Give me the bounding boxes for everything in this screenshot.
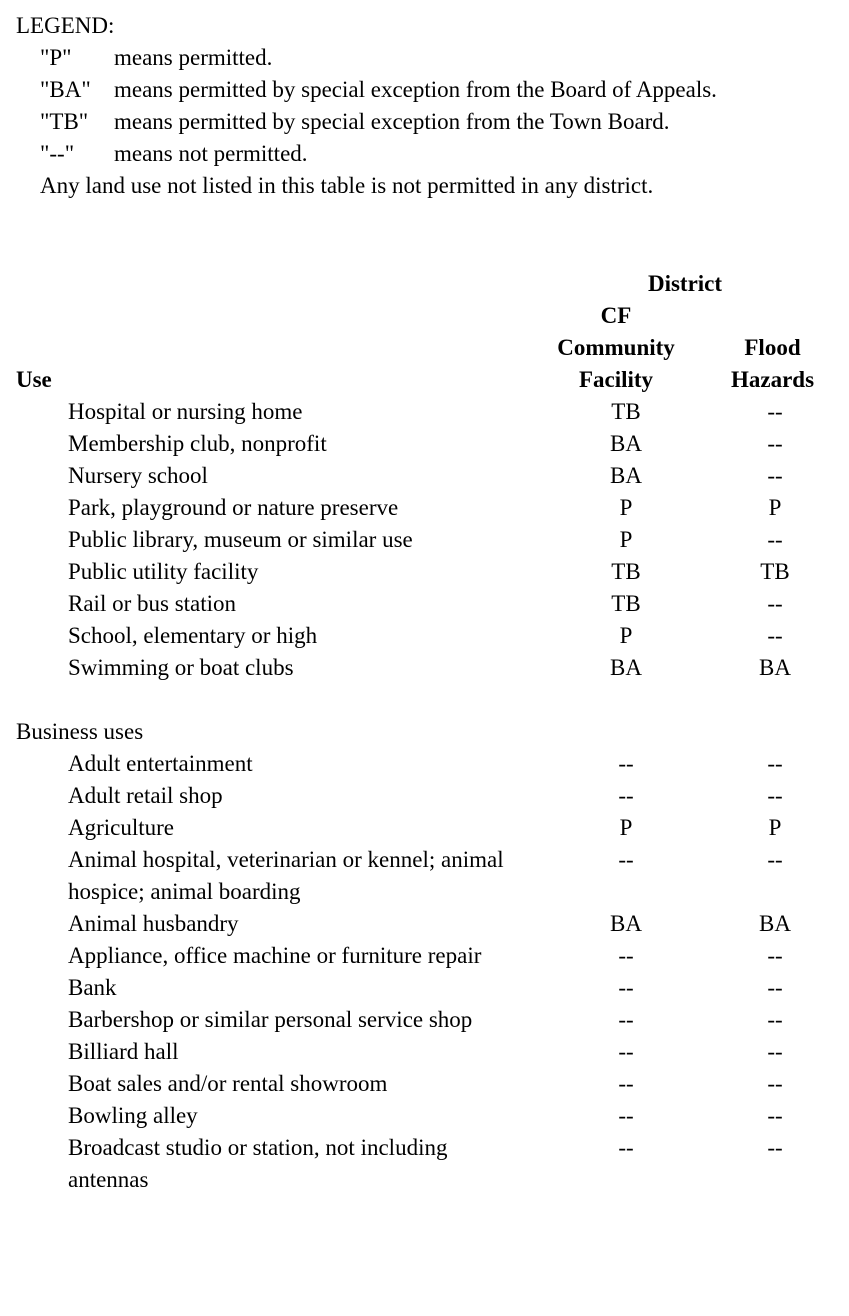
- table-body: [0, 396, 849, 1196]
- flood-header-line: Hazards: [730, 367, 815, 392]
- flood-cell: --: [767, 623, 783, 648]
- flood-cell: --: [767, 751, 783, 776]
- use-cell: Rail or bus station: [68, 591, 237, 616]
- use-cell: Bowling alley: [68, 1103, 198, 1128]
- table-row: [0, 1132, 849, 1196]
- use-cell: Boat sales and/or rental showroom: [68, 1071, 388, 1096]
- cf-cell: P: [619, 527, 633, 552]
- cf-cell: --: [618, 1007, 634, 1032]
- table-row: [0, 1004, 849, 1036]
- legend: [16, 10, 836, 202]
- cf-header-line: CF: [600, 303, 632, 328]
- table-row: [0, 588, 849, 620]
- legend-text: means not permitted.: [114, 141, 308, 166]
- cf-column-header: [536, 300, 696, 396]
- cf-cell: BA: [610, 431, 642, 456]
- cf-cell: --: [618, 1103, 634, 1128]
- cf-cell: P: [619, 495, 633, 520]
- flood-column-header: [700, 332, 845, 396]
- flood-cell: --: [767, 591, 783, 616]
- flood-cell: --: [767, 1103, 783, 1128]
- legend-item-p: [16, 42, 836, 74]
- flood-cell: TB: [760, 559, 790, 584]
- use-cell: Adult retail shop: [68, 783, 223, 808]
- flood-cell: --: [767, 527, 783, 552]
- table-row: [0, 844, 849, 908]
- use-cell: Barbershop or similar personal service shop: [68, 1007, 473, 1032]
- section-heading-row: [0, 716, 849, 748]
- flood-cell: --: [767, 463, 783, 488]
- cf-cell: --: [618, 1039, 634, 1064]
- section-heading: Business uses: [16, 719, 144, 744]
- table-row: [0, 524, 849, 556]
- flood-cell: --: [767, 943, 783, 968]
- cf-header-line: Community: [557, 335, 675, 360]
- cf-cell: --: [618, 975, 634, 1000]
- table-row: [0, 940, 849, 972]
- use-header: Use: [16, 367, 52, 392]
- table-row: [0, 460, 849, 492]
- flood-cell: --: [767, 1135, 783, 1160]
- cf-cell: BA: [610, 911, 642, 936]
- flood-cell: --: [767, 1007, 783, 1032]
- flood-cell: BA: [759, 911, 791, 936]
- use-cell: Adult entertainment: [68, 751, 253, 776]
- flood-cell: BA: [759, 655, 791, 680]
- flood-cell: P: [768, 815, 782, 840]
- legend-code: "P": [40, 45, 72, 70]
- cf-cell: --: [618, 751, 634, 776]
- use-cell: Agriculture: [68, 815, 175, 840]
- use-cell: Animal hospital, veterinarian or kennel; animal hospice; animal boarding: [68, 847, 504, 904]
- table-row: [0, 780, 849, 812]
- use-cell: Public library, museum or similar use: [68, 527, 413, 552]
- flood-cell: --: [767, 847, 783, 872]
- cf-cell: --: [618, 943, 634, 968]
- legend-text: means permitted by special exception from the Board of Appeals.: [114, 77, 717, 102]
- flood-cell: --: [767, 1039, 783, 1064]
- flood-cell: --: [767, 975, 783, 1000]
- use-cell: Membership club, nonprofit: [68, 431, 327, 456]
- legend-text: means permitted.: [114, 45, 273, 70]
- use-cell: Animal husbandry: [68, 911, 239, 936]
- use-cell: Hospital or nursing home: [68, 399, 303, 424]
- table-row: [0, 908, 849, 940]
- table-row: [0, 972, 849, 1004]
- use-cell: Appliance, office machine or furniture repair: [68, 943, 482, 968]
- district-header: District: [647, 271, 723, 296]
- cf-cell: --: [618, 783, 634, 808]
- cf-cell: TB: [611, 399, 641, 424]
- flood-header-line: Flood: [744, 335, 801, 360]
- legend-text: means permitted by special exception from the Town Board.: [114, 109, 670, 134]
- table-row: [0, 652, 849, 684]
- table-row: [0, 1068, 849, 1100]
- row-spacer: [0, 684, 849, 716]
- flood-cell: --: [767, 431, 783, 456]
- legend-code: "TB": [40, 109, 89, 134]
- cf-cell: --: [618, 847, 634, 872]
- flood-cell: P: [768, 495, 782, 520]
- table-row: [0, 1036, 849, 1068]
- cf-cell: BA: [610, 463, 642, 488]
- use-cell: School, elementary or high: [68, 623, 318, 648]
- table-row: [0, 748, 849, 780]
- table-row: [0, 1100, 849, 1132]
- legend-heading: LEGEND:: [16, 13, 115, 38]
- use-cell: Park, playground or nature preserve: [68, 495, 399, 520]
- table-row: [0, 620, 849, 652]
- cf-header-line: Facility: [578, 367, 654, 392]
- use-cell: Nursery school: [68, 463, 208, 488]
- cf-cell: TB: [611, 559, 641, 584]
- flood-cell: --: [767, 783, 783, 808]
- flood-cell: --: [767, 399, 783, 424]
- legend-item-not-permitted: [16, 138, 836, 170]
- table-row: [0, 556, 849, 588]
- legend-code: "--": [40, 141, 75, 166]
- cf-cell: P: [619, 623, 633, 648]
- table-row: [0, 428, 849, 460]
- use-cell: Swimming or boat clubs: [68, 655, 294, 680]
- use-cell: Bank: [68, 975, 117, 1000]
- table-row: [0, 812, 849, 844]
- legend-item-ba: [16, 74, 836, 106]
- flood-cell: --: [767, 1071, 783, 1096]
- legend-code: "BA": [40, 77, 91, 102]
- cf-cell: --: [618, 1135, 634, 1160]
- legend-note: Any land use not listed in this table is not permitted in any district.: [40, 173, 654, 198]
- cf-cell: P: [619, 815, 633, 840]
- cf-cell: --: [618, 1071, 634, 1096]
- use-cell: Public utility facility: [68, 559, 259, 584]
- cf-cell: TB: [611, 591, 641, 616]
- use-cell: Billiard hall: [68, 1039, 179, 1064]
- cf-cell: BA: [610, 655, 642, 680]
- table-row: [0, 396, 849, 428]
- table-row: [0, 492, 849, 524]
- legend-item-tb: [16, 106, 836, 138]
- use-cell: Broadcast studio or station, not including antennas: [68, 1135, 448, 1192]
